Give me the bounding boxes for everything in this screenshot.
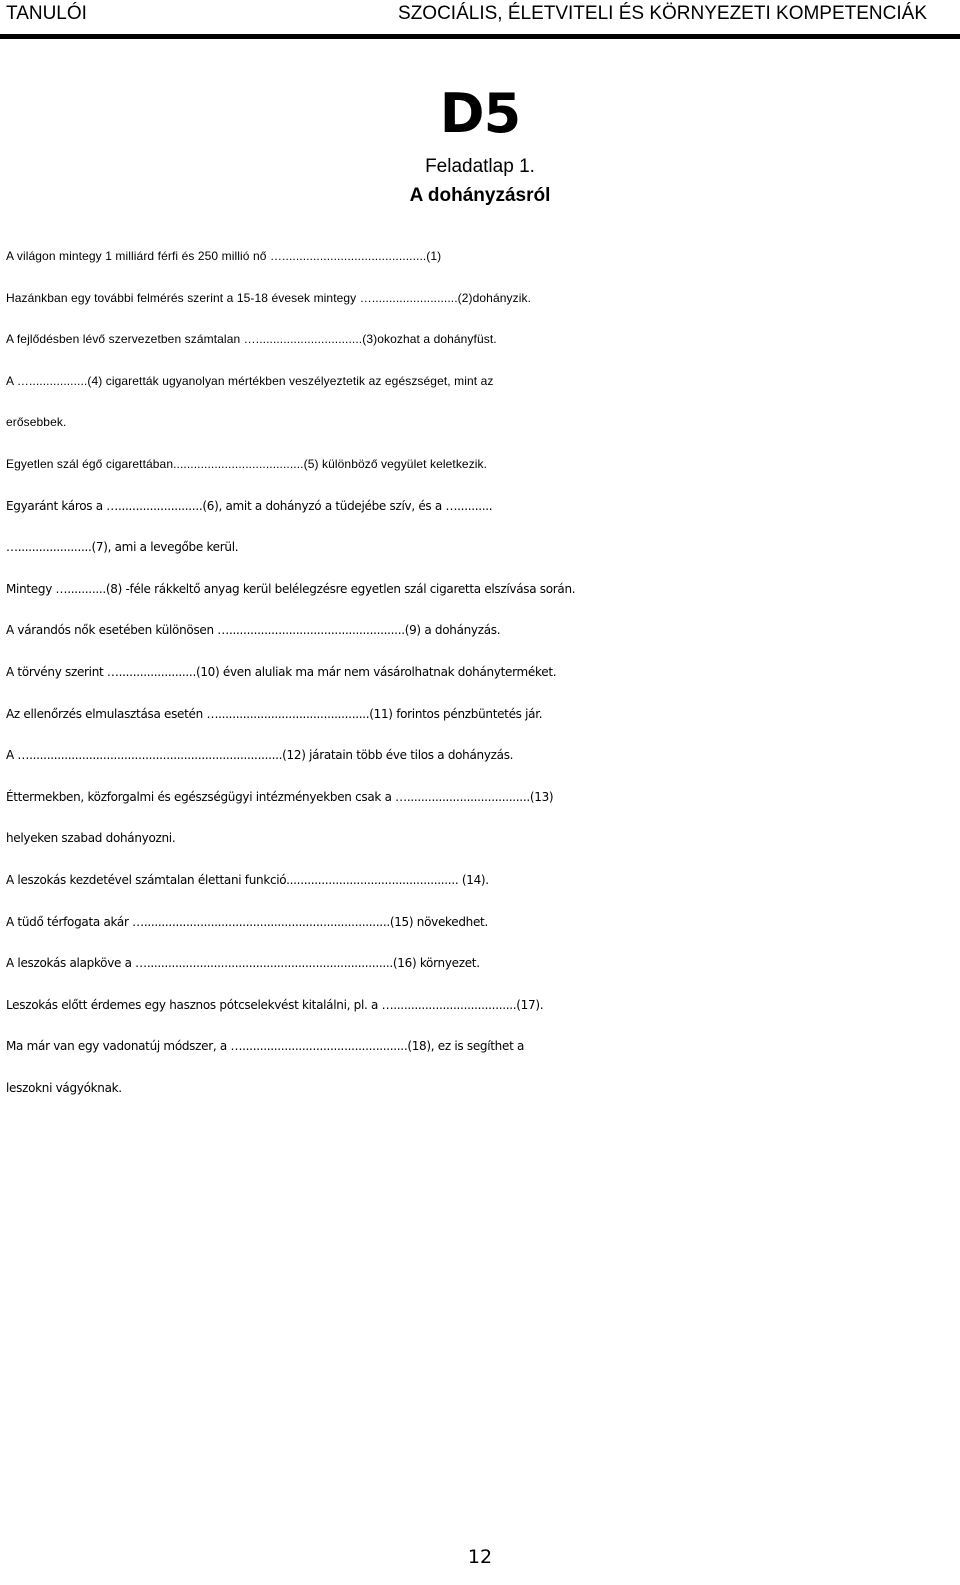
text-line: helyeken szabad dohányozni. — [6, 831, 176, 846]
worksheet-body — [6, 236, 926, 1109]
text-line: Hazánkban egy további felmérés szerint a 15-18 évesek mintegy ….........................(2)dohányzik. — [6, 290, 532, 305]
text-line: A leszokás alapköve a …......................................................................(16) környezet. — [6, 956, 480, 971]
header-right-label: SZOCIÁLIS, ÉLETVITELI ÉS KÖRNYEZETI KOMPETENCIÁK — [398, 3, 927, 24]
page-header — [0, 0, 960, 39]
worksheet-title: A dohányzásról — [409, 185, 551, 206]
worksheet-subtitle: Feladatlap 1. — [425, 156, 535, 177]
text-line: leszokni vágyóknak. — [6, 1080, 122, 1095]
text-line: A várandós nők esetében különösen …..................................................(9) a dohányzás. — [6, 623, 501, 638]
page-number: 12 — [467, 1546, 493, 1568]
text-line: ….....................(7), ami a levegőbe kerül. — [6, 540, 239, 555]
text-line: Ma már van egy vadonatúj módszer, a …...............................................(18), ez is segíthet a — [6, 1039, 525, 1054]
text-line: Éttermekben, közforgalmi és egészségügyi intézményekben csak a …...................................(13) — [6, 789, 554, 804]
text-line: A világon mintegy 1 milliárd férfi és 250 millió nő …..........................................(1) — [6, 249, 442, 263]
document-code: D5 — [439, 82, 521, 145]
text-line: Leszokás előtt érdemes egy hasznos pótcselekvést kitalálni, pl. a …...................................(17). — [6, 997, 544, 1012]
text-line: A tüdő térfogata akár …......................................................................(15) növekedhet. — [6, 914, 488, 929]
text-line: A leszokás kezdetével számtalan élettani funkció................................................. (14). — [6, 872, 489, 887]
text-line: Mintegy …...........(8) -féle rákkeltő anyag kerül belélegzésre egyetlen szál cigaretta elszívása során. — [6, 581, 576, 596]
text-line: Egyetlen szál égő cigarettában......................................(5) különböző vegyület keletkezik. — [6, 456, 488, 471]
text-line: Egyaránt káros a …........................(6), amit a dohányzó a tüdejébe szív, és a ….......... — [6, 498, 493, 513]
text-line: A fejlődésben lévő szervezetben számtalan …...............................(3)okozhat a dohányfüst. — [6, 332, 497, 347]
text-line: erősebbek. — [6, 415, 67, 430]
text-line: A törvény szerint …......................(10) éven aluliak ma már nem vásárolhatnak dohányterméket. — [6, 664, 557, 679]
text-line: A …........................................................................(12) járatain több éve tilos a dohányzás. — [6, 748, 514, 763]
text-line: Az ellenőrzés elmulasztása esetén …...........................................(11) forintos pénzbüntetés jár. — [6, 706, 543, 721]
header-left-label: TANULÓI — [6, 3, 87, 24]
text-line: A ….................(4) cigaretták ugyanolyan mértékben veszélyeztetik az egészséget, mint az — [6, 373, 494, 388]
